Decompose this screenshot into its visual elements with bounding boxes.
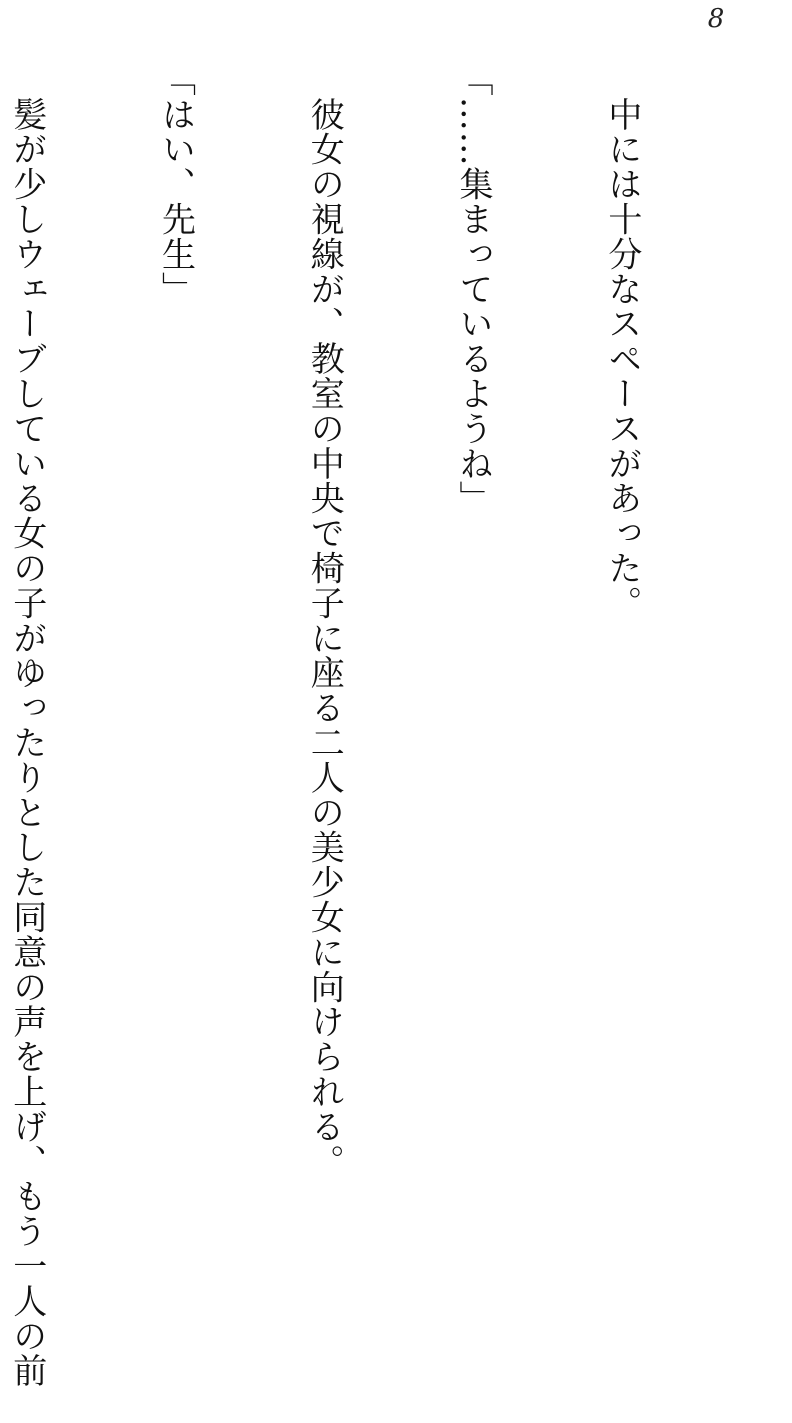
- vertical-text-body: [0, 62, 745, 1389]
- page-number: 8: [707, 4, 725, 34]
- text-line-2: 「……集まっているようね」: [453, 62, 494, 516]
- text-line-4: 「はい、先生」: [155, 62, 196, 307]
- text-line-3: 彼女の視線が、教室の中央で椅子に座る二人の美少女に向けられる。: [304, 62, 345, 1179]
- text-line-1: 中には十分なスペースがあった。: [601, 62, 642, 621]
- text-line-5: 髪が少しウェーブしている女の子がゆったりとした同意の声を上げ、もう一人の前: [6, 62, 47, 1389]
